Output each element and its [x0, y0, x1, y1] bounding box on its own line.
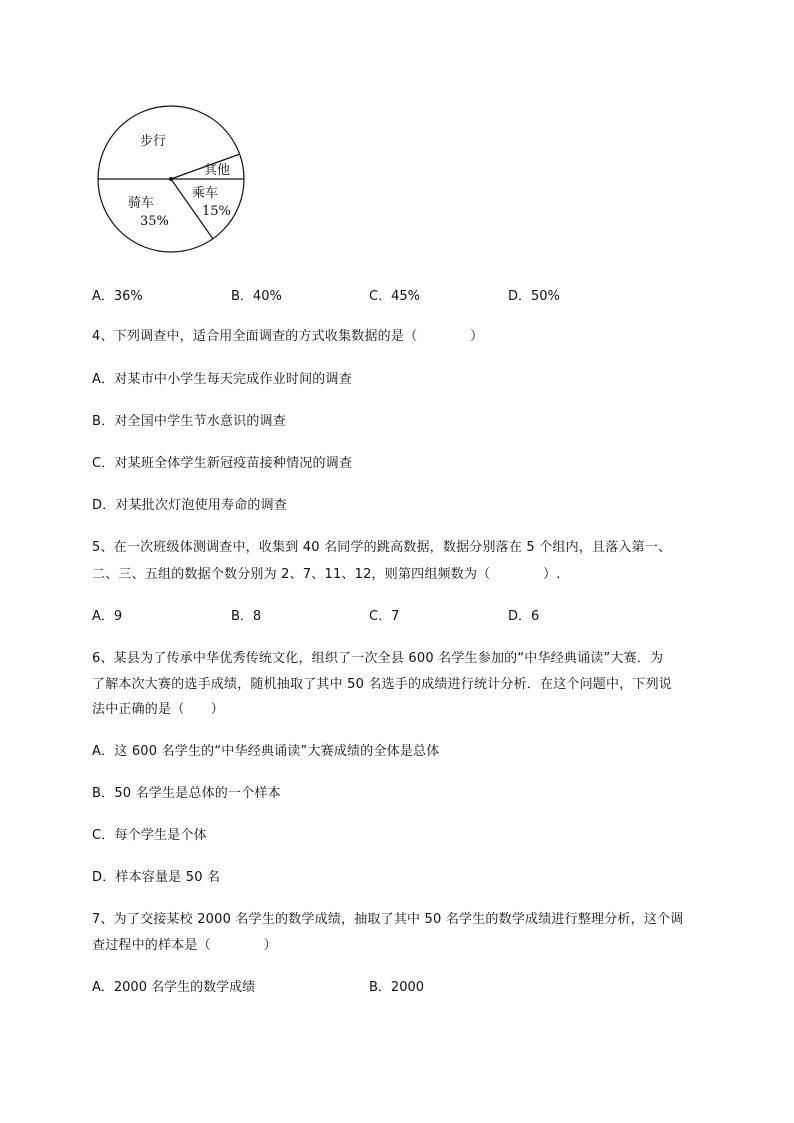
q6-option-b: B．50 名学生是总体的一个样本	[92, 786, 281, 801]
q3-option-c: C．45%	[369, 289, 420, 304]
label-bus: 乘车	[192, 186, 219, 201]
label-bike-pct: 35%	[140, 214, 169, 229]
pie-figure	[96, 104, 246, 254]
q5-option-b: B．8	[231, 609, 262, 624]
q4-stem: 4、下列调查中，适合用全面调查的方式收集数据的是（ ）	[92, 329, 484, 344]
q6-stem-line-1: 6、某县为了传承中华优秀传统文化，组织了一次全县 600 名学生参加的“中华经典诵读”大赛．为	[92, 651, 664, 666]
q5-option-c: C．7	[369, 609, 400, 624]
q5-option-a: A．9	[92, 609, 123, 624]
label-walk: 步行	[140, 134, 167, 149]
q5-stem-line-1: 5、在一次班级体测调查中，收集到 40 名同学的跳高数据，数据分别落在 5 个组内，且落入第一、	[92, 540, 672, 555]
q6-option-a: A．这 600 名学生的“中华经典诵读”大赛成绩的全体是总体	[92, 744, 440, 759]
q6-stem-line-3: 法中正确的是（ ）	[92, 702, 225, 717]
q5-stem-line-2: 二、三、五组的数据个数分别为 2、7、11、12，则第四组频数为（ ）.	[92, 567, 561, 582]
q3-option-b: B．40%	[231, 289, 282, 304]
label-bike: 骑车	[128, 196, 155, 211]
q5-option-d: D．6	[508, 609, 540, 624]
q7-option-b: B．2000	[369, 980, 425, 995]
label-bus-pct: 15%	[202, 204, 231, 219]
q6-stem-line-2: 了解本次大赛的选手成绩，随机抽取了其中 50 名选手的成绩进行统计分析．在这个问题中，下列说	[92, 677, 673, 692]
label-other: 其他	[204, 163, 231, 178]
q4-option-a: A．对某市中小学生每天完成作业时间的调查	[92, 372, 352, 387]
q6-option-d: D．样本容量是 50 名	[92, 870, 221, 885]
q6-option-c: C．每个学生是个体	[92, 828, 207, 843]
pie-figure-svg	[96, 104, 246, 254]
q3-option-d: D．50%	[508, 289, 560, 304]
q3-option-a: A．36%	[92, 289, 143, 304]
q7-stem-line-2: 查过程中的样本是（ ）	[92, 938, 277, 953]
q4-option-d: D．对某批次灯泡使用寿命的调查	[92, 498, 288, 513]
q7-stem-line-1: 7、为了交接某校 2000 名学生的数学成绩，抽取了其中 50 名学生的数学成绩进行整理分析，这个调	[92, 912, 684, 927]
q4-option-b: B．对全国中学生节水意识的调查	[92, 414, 286, 429]
q7-option-a: A．2000 名学生的数学成绩	[92, 980, 256, 995]
q4-option-c: C．对某班全体学生新冠疫苗接种情况的调查	[92, 456, 353, 471]
pie-center-dot	[169, 177, 173, 181]
